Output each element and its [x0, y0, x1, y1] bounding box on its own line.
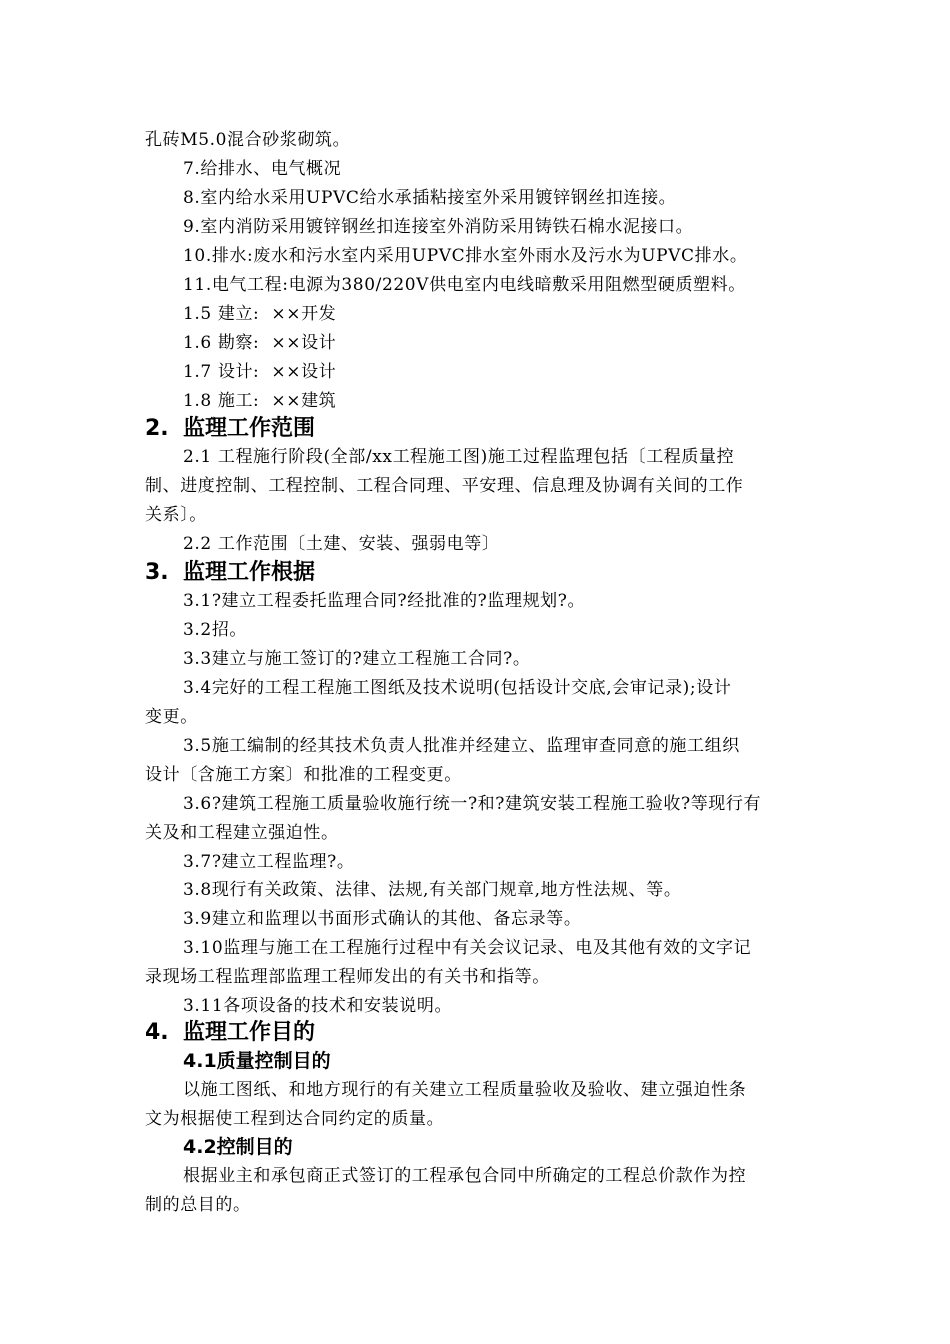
paragraph-line: 以施工图纸、和地方现行的有关建立工程质量验收及验收、建立强迫性条 — [183, 1080, 747, 1100]
subsection-heading: 4.2控制目的 — [183, 1136, 293, 1158]
section-heading — [145, 416, 315, 442]
list-item: 3.10监理与施工在工程施行过程中有关会议记录、电及其他有效的文字记 — [183, 938, 752, 958]
paragraph-line: 制、进度控制、工程控制、工程合同理、平安理、信息理及协调有关间的工作 — [145, 476, 744, 496]
list-item-continuation: 录现场工程监理部监理工程师发出的有关书和指等。 — [145, 967, 550, 987]
list-item-continuation: 关及和工程建立强迫性。 — [145, 823, 339, 843]
list-item: 3.11各项设备的技术和安装说明。 — [183, 996, 453, 1016]
paragraph-line: 孔砖M5.0混合砂浆砌筑。 — [145, 130, 351, 150]
paragraph-line: 7.给排水、电气概况 — [183, 159, 342, 179]
paragraph-line: 关系〕。 — [145, 505, 207, 525]
paragraph-line: 9.室内消防采用镀锌钢丝扣连接室外消防采用铸铁石棉水泥接口。 — [183, 217, 694, 237]
paragraph-line: 文为根据使工程到达合同约定的质量。 — [145, 1109, 445, 1129]
paragraph-line: 1.7 设计: ××设计 — [183, 362, 337, 382]
section-heading — [145, 560, 315, 586]
section-number: 4. — [145, 1020, 169, 1045]
list-item: 3.9建立和监理以书面形式确认的其他、备忘录等。 — [183, 909, 582, 929]
list-item: 3.2招。 — [183, 620, 248, 640]
paragraph-line: 2.2 工作范围〔土建、安装、强弱电等〕 — [183, 534, 500, 554]
list-item: 3.8现行有关政策、法律、法规,有关部门规章,地方性法规、等。 — [183, 880, 682, 900]
paragraph-line: 11.电气工程:电源为380/220V供电室内电线暗敷采用阻燃型硬质塑料。 — [183, 275, 746, 295]
list-item: 3.6?建筑工程施工质量验收施行统一?和?建筑安装工程施工验收?等现行有 — [183, 794, 762, 814]
paragraph-line: 根据业主和承包商正式签订的工程承包合同中所确定的工程总价款作为控 — [183, 1166, 747, 1186]
paragraph-line: 8.室内给水采用UPVC给水承插粘接室外采用镀锌钢丝扣连接。 — [183, 188, 677, 208]
list-item: 3.7?建立工程监理?。 — [183, 852, 355, 872]
section-title: 监理工作目的 — [183, 1020, 316, 1045]
paragraph-line: 1.6 勘察: ××设计 — [183, 333, 337, 353]
list-item: 3.3建立与施工签订的?建立工程施工合同?。 — [183, 649, 531, 669]
list-item: 3.5施工编制的经其技术负责人批准并经建立、监理审查同意的施工组织 — [183, 736, 740, 756]
section-number: 2. — [145, 416, 169, 441]
paragraph-line: 10.排水:废水和污水室内采用UPVC排水室外雨水及污水为UPVC排水。 — [183, 246, 748, 266]
list-item: 3.4完好的工程工程施工图纸及技术说明(包括设计交底,会审记录);设计 — [183, 678, 732, 698]
section-number: 3. — [145, 560, 169, 585]
paragraph-line: 1.8 施工: ××建筑 — [183, 391, 337, 411]
paragraph-line: 1.5 建立: ××开发 — [183, 304, 337, 324]
list-item-continuation: 设计〔含施工方案〕和批准的工程变更。 — [145, 765, 462, 785]
section-title: 监理工作根据 — [183, 560, 316, 585]
paragraph-line: 制的总目的。 — [145, 1195, 251, 1215]
list-item-continuation: 变更。 — [145, 707, 198, 727]
section-heading — [145, 1020, 315, 1046]
list-item: 3.1?建立工程委托监理合同?经批准的?监理规划?。 — [183, 591, 586, 611]
section-title: 监理工作范围 — [183, 416, 316, 441]
paragraph-line: 2.1 工程施行阶段(全部/xx工程施工图)施工过程监理包括〔工程质量控 — [183, 447, 735, 467]
subsection-heading: 4.1质量控制目的 — [183, 1050, 331, 1072]
